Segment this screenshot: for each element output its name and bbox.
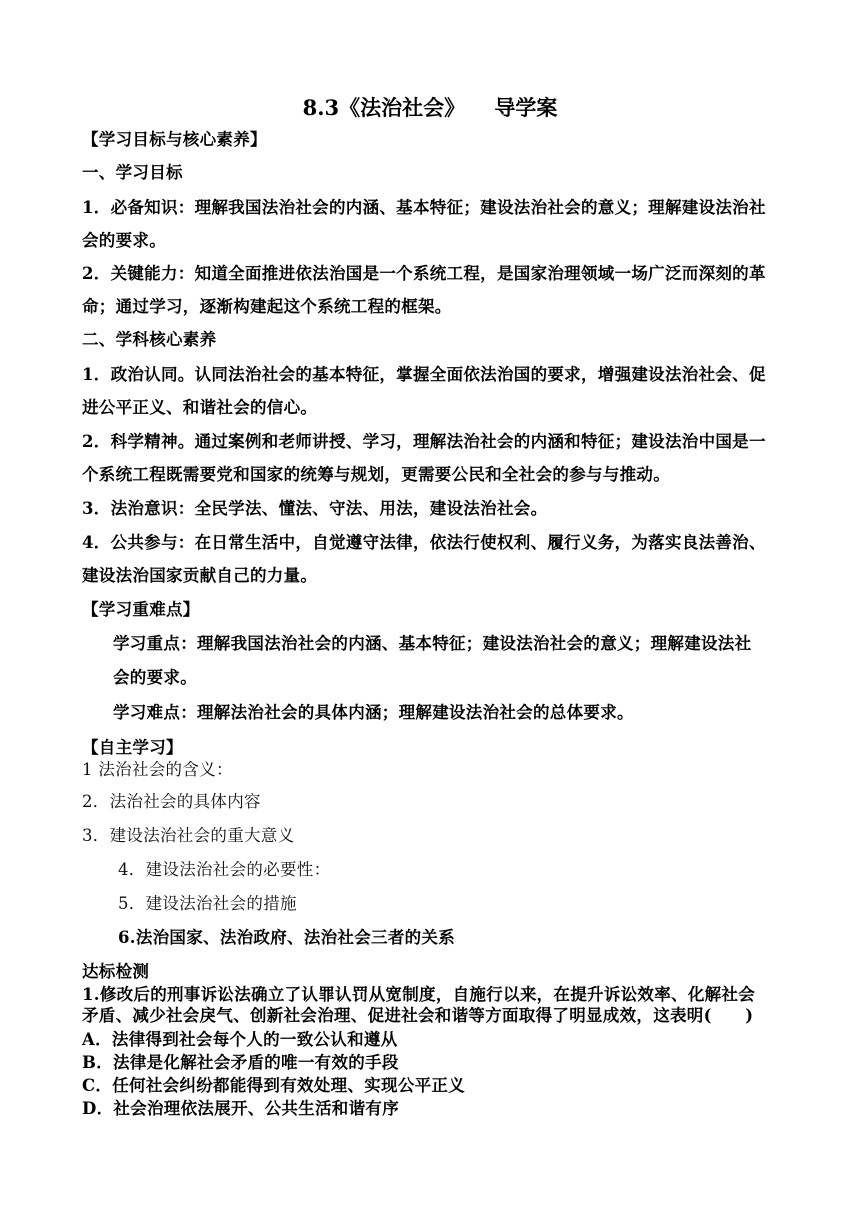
page-title: 8.3《法治社会》 导学案 [302,95,558,120]
option-b: B．法律是化解社会矛盾的唯一有效的手段 [82,1053,399,1072]
self-study-item-5: 5．建设法治社会的措施 [118,894,297,913]
option-c: C．任何社会纠纷都能得到有效处理、实现公平正义 [82,1076,466,1095]
key-points-header: 【学习重难点】 [82,600,200,619]
self-study-header: 【自主学习】 [82,738,183,757]
self-study-item-2: 2．法治社会的具体内容 [82,792,261,811]
key-point-2: 学习难点：理解法治社会的具体内涵；理解建设法治社会的总体要求。 [113,703,634,722]
goal-1-line-2: 会的要求。 [82,231,166,250]
key-point-1-line-2: 会的要求。 [113,668,197,687]
core-2-line-2: 个系统工程既需要党和国家的统筹与规划，更需要公民和全社会的参与与推动。 [82,465,670,484]
question-1-line-1: 1.修改后的刑事诉讼法确立了认罪认罚从宽制度，自施行以来，在提升诉讼效率、化解社会 [82,985,756,1004]
self-study-item-1: 1 法治社会的含义： [82,760,233,779]
goal-1-line-1: 1．必备知识：理解我国法治社会的内涵、基本特征；建设法治社会的意义；理解建设法治社 [82,198,766,217]
goals-header: 【学习目标与核心素养】 [82,130,267,149]
self-study-item-3: 3．建设法治社会的重大意义 [82,826,295,845]
goal-2-line-2: 命；通过学习，逐渐构建起这个系统工程的框架。 [82,297,452,316]
core-1-line-2: 进公平正义、和谐社会的信心。 [82,398,318,417]
question-1-line-2: 矛盾、减少社会戾气、创新社会治理、促进社会和谐等方面取得了明显成效，这表明( ) [82,1006,754,1025]
self-study-item-4: 4．建设法治社会的必要性： [118,860,331,879]
core-4-line-2: 建设法治国家贡献自己的力量。 [82,566,318,585]
key-point-1-line-1: 学习重点：理解我国法治社会的内涵、基本特征；建设法治社会的意义；理解建设法社 [113,634,752,653]
test-header: 达标检测 [82,962,150,981]
core-3: 3．法治意识：全民学法、懂法、守法、用法，建设法治社会。 [82,499,548,518]
option-d: D．社会治理依法展开、公共生活和谐有序 [82,1099,400,1118]
goal-2-line-1: 2．关键能力：知道全面推进依法治国是一个系统工程，是国家治理领域一场广泛而深刻的革 [82,264,766,283]
goals-subheading-1: 一、学习目标 [82,163,183,182]
option-a: A．法律得到社会每个人的一致公认和遵从 [82,1030,398,1049]
core-4-line-1: 4．公共参与：在日常生活中，自觉遵守法律，依法行使权利、履行义务，为落实良法善治、 [82,533,766,552]
goals-subheading-2: 二、学科核心素养 [82,330,217,349]
core-1-line-1: 1．政治认同。认同法治社会的基本特征，掌握全面依法治国的要求，增强建设法治社会、促 [82,365,766,384]
core-2-line-1: 2．科学精神。通过案例和老师讲授、学习，理解法治社会的内涵和特征；建设法治中国是一 [82,432,766,451]
self-study-item-6: 6.法治国家、法治政府、法治社会三者的关系 [118,928,456,947]
